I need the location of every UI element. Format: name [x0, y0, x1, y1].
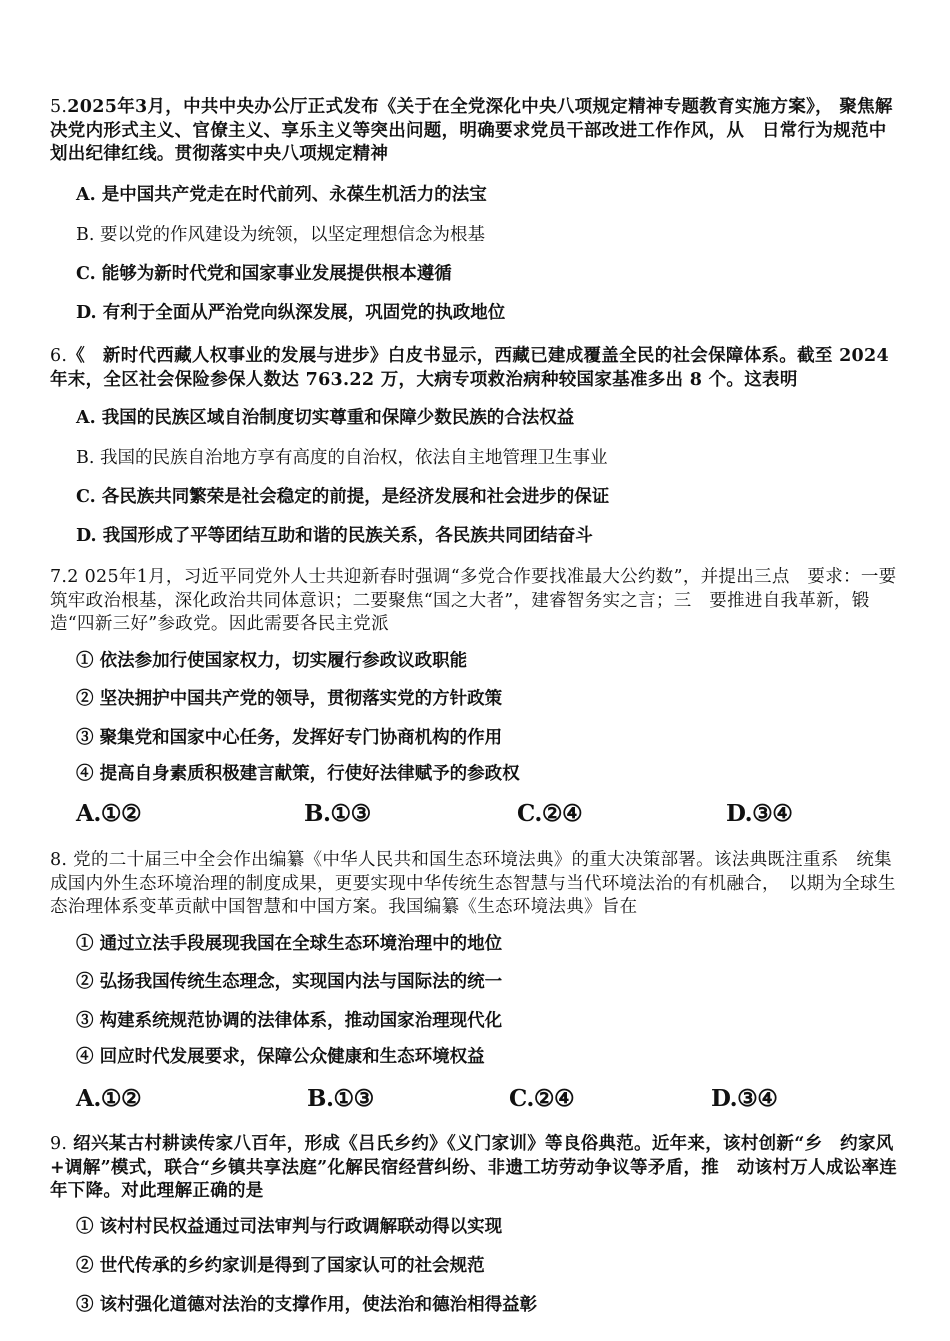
choice-row — [76, 1085, 896, 1115]
question-number: 7. — [50, 567, 68, 587]
choice-a[interactable]: A.①② — [76, 1085, 142, 1112]
statement-3: ③ 聚集党和国家中心任务，发挥好专门协商机构的作用 — [76, 728, 503, 748]
option-c[interactable]: C. 各民族共同繁荣是社会稳定的前提，是经济发展和社会进步的保证 — [76, 487, 610, 507]
choice-d[interactable]: D.③④ — [711, 1085, 778, 1112]
statement-1: ① 该村村民权益通过司法审判与行政调解联动得以实现 — [76, 1217, 503, 1237]
statement-2: ② 世代传承的乡约家训是得到了国家认可的社会规范 — [76, 1256, 485, 1276]
statement-2: ② 弘扬我国传统生态理念，实现国内法与国际法的统一 — [76, 972, 503, 992]
question-number: 5. — [50, 97, 68, 117]
choice-b[interactable]: B.①③ — [304, 800, 371, 827]
statement-4: ④ 提高自身素质积极建言献策，行使好法律赋予的参政权 — [76, 764, 520, 784]
question-number: 6. — [50, 346, 68, 366]
statement-3: ③ 构建系统规范协调的法律体系，推动国家治理现代化 — [76, 1011, 503, 1031]
statement-4: ④ 回应时代发展要求，保障公众健康和生态环境权益 — [76, 1047, 485, 1067]
question-text: 《 新时代西藏人权事业的发展与进步》白皮书显示，西藏已建成覆盖全民的社会保障体系。截至 2024 年末，全区社会保险参保人数达 763.22 万，大病专项救治病种较国家基准多出 8 个。这表明 — [50, 346, 907, 390]
statement-3: ③ 该村强化道德对法治的支撑作用，使法治和德治相得益彰 — [76, 1295, 538, 1315]
choice-c[interactable]: C.②④ — [509, 1085, 575, 1112]
choice-b[interactable]: B.①③ — [307, 1085, 374, 1112]
option-d[interactable]: D. 有利于全面从严治党向纵深发展，巩固党的执政地位 — [76, 303, 506, 323]
option-b[interactable]: B. 我国的民族自治地方享有高度的自治权，依法自主地管理卫生事业 — [76, 448, 608, 468]
question-9-stem — [50, 1133, 900, 1204]
option-c[interactable]: C. 能够为新时代党和国家事业发展提供根本遵循 — [76, 264, 452, 284]
question-text: 党的二十届三中全会作出编纂《中华人民共和国生态环境法典》的重大决策部署。该法典既注重系 统集成国内外生态环境治理的制度成果，更要实现中华传统生态智慧与当代环境法治的有机融合， 以期为全球生态治理体系变革贡献中国智慧和中国方案。我国编纂《生态环境法典》旨在 — [50, 850, 896, 917]
question-number: 9. — [50, 1134, 68, 1154]
choice-row — [76, 800, 896, 830]
option-b[interactable]: B. 要以党的作风建设为统领，以坚定理想信念为根基 — [76, 225, 485, 245]
choice-c[interactable]: C.②④ — [517, 800, 583, 827]
question-8-stem — [50, 849, 900, 920]
statement-1: ① 依法参加行使国家权力，切实履行参政议政职能 — [76, 651, 468, 671]
question-5-stem — [50, 96, 900, 167]
statement-2: ② 坚决拥护中国共产党的领导，贯彻落实党的方针政策 — [76, 689, 503, 709]
question-7-stem — [50, 566, 900, 637]
question-6-stem — [50, 345, 907, 392]
option-d[interactable]: D. 我国形成了平等团结互助和谐的民族关系，各民族共同团结奋斗 — [76, 526, 593, 546]
question-number: 8. — [50, 850, 68, 870]
question-text: 绍兴某古村耕读传家八百年，形成《吕氏乡约》《义门家训》等良俗典范。近年来，该村创新“乡 约家风+调解”模式，联合“乡镇共享法庭”化解民宿经营纠纷、非遗工坊劳动争议等矛盾，推 动该村万人成讼率连年下降。对此理解正确的是 — [50, 1134, 898, 1201]
choice-a[interactable]: A.①② — [76, 800, 142, 827]
choice-d[interactable]: D.③④ — [726, 800, 793, 827]
option-a[interactable]: A. 我国的民族区域自治制度切实尊重和保障少数民族的合法权益 — [76, 408, 575, 428]
question-text: 2 025年1月，习近平同党外人士共迎新春时强调“多党合作要找准最大公约数”，并提出三点 要求：一要筑牢政治根基，深化政治共同体意识；二要聚焦“国之大者”，建睿智务实之言；三 要推进自我革新，锻造“四新三好”参政党。因此需要各民主党派 — [50, 567, 897, 634]
question-text: 2025年3月，中共中央办公厅正式发布《关于在全党深化中央八项规定精神专题教育实施方案》， 聚焦解决党内形式主义、官僚主义、享乐主义等突出问题，明确要求党员干部改进工作作风，从 日常行为规范中划出纪律红线。贯彻落实中央八项规定精神 — [50, 97, 893, 164]
option-a[interactable]: A. 是中国共产党走在时代前列、永葆生机活力的法宝 — [76, 185, 487, 205]
statement-1: ① 通过立法手段展现我国在全球生态环境治理中的地位 — [76, 934, 503, 954]
